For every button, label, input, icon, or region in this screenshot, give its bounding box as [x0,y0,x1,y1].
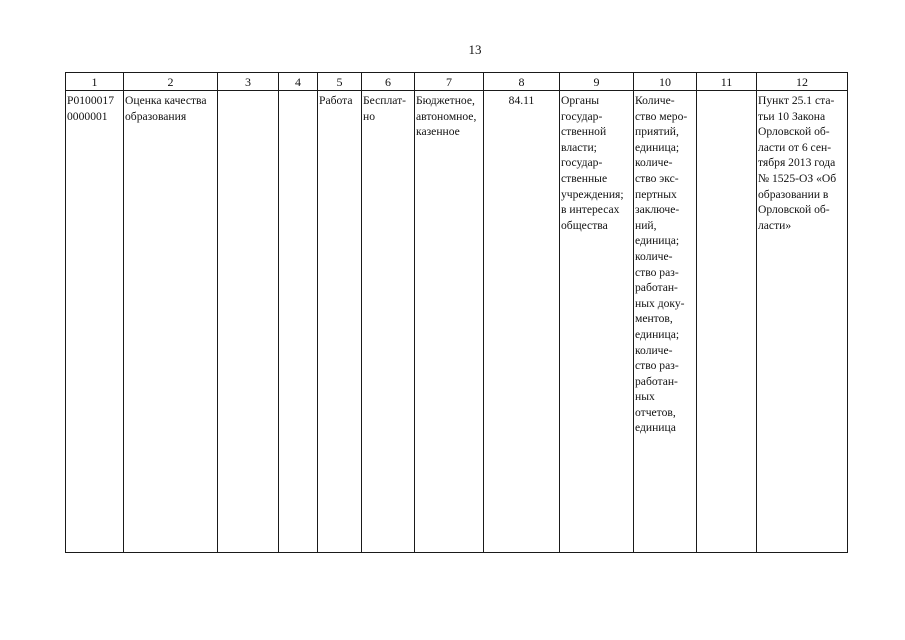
cell-line: Органы [561,94,600,107]
cell-line: количе- [635,249,673,263]
empty-cell-11 [697,91,757,553]
column-number-3: 3 [218,73,279,91]
cell-line: образовании в [758,187,829,201]
column-number-12: 12 [757,73,848,91]
cell-line: ственной [561,125,607,139]
register-code-cell [66,91,124,553]
cell-line: ласти» [758,218,792,232]
cell-line: заключе- [635,203,680,217]
cell-line: ство раз- [635,359,679,373]
cell-line: автономное, [416,109,477,123]
cell-line: количе- [635,343,673,357]
cell-line: ство раз- [635,265,679,279]
cell-line: работан- [635,281,678,295]
column-number-9: 9 [560,73,634,91]
page-number: 13 [468,42,482,57]
cell-line: Р0100017 [67,94,115,107]
cell-line: 84.11 [508,94,535,107]
cell-line: образования [125,109,187,123]
cell-line: работан- [635,374,678,388]
column-number-10: 10 [634,73,697,91]
cell-line: в интересах [561,203,620,217]
consumers-cell [560,91,634,553]
cell-line: ний, [635,218,657,232]
empty-cell-4 [279,91,318,553]
cell-line: № 1525-ОЗ «Об [758,171,837,185]
cell-line: ство экс- [635,171,679,185]
register-table [65,72,848,553]
column-number-2: 2 [124,73,218,91]
cell-line: Бюджетное, [416,94,475,107]
cell-line: ментов, [635,312,673,326]
column-number-1: 1 [66,73,124,91]
cell-line: ласти от 6 сен- [758,140,832,154]
cell-line: общества [561,218,608,232]
cell-line: Количе- [635,94,675,107]
cell-line: ных доку- [635,296,685,310]
header-row [66,73,848,91]
column-number-6: 6 [362,73,415,91]
cell-line: Бесплат- [363,94,407,107]
cell-line: единица; [635,140,680,154]
okved-code-cell [484,91,560,553]
cell-line: ство меро- [635,109,688,123]
service-name-cell [124,91,218,553]
service-type-cell [318,91,362,553]
cell-line: ственные [561,171,608,185]
cell-line: 0000001 [67,109,108,123]
cell-line: Орловской об- [758,125,830,139]
cell-line: единица; [635,234,680,248]
column-number-11: 11 [697,73,757,91]
cell-line: отчетов, [635,405,676,419]
cell-line: приятий, [635,125,679,139]
cell-line: Орловской об- [758,203,830,217]
cell-line: государ- [561,109,603,123]
cell-line: пертных [635,187,677,201]
empty-cell-3 [218,91,279,553]
cell-line: Пункт 25.1 ста- [758,94,835,107]
cell-line: ных [635,390,655,404]
payment-type-cell [362,91,415,553]
cell-line: единица [635,421,676,435]
column-number-4: 4 [279,73,318,91]
column-number-7: 7 [415,73,484,91]
cell-line: учреждения; [561,187,624,201]
cell-line: но [363,109,376,123]
cell-line: единица; [635,327,680,341]
cell-line: казенное [416,125,460,139]
column-number-5: 5 [318,73,362,91]
table-row [66,91,848,553]
cell-line: власти; [561,140,597,154]
institution-type-cell [415,91,484,553]
cell-line: количе- [635,156,673,170]
cell-line: государ- [561,156,603,170]
cell-line: тября 2013 года [758,156,836,170]
cell-line: Работа [319,94,353,107]
column-number-8: 8 [484,73,560,91]
cell-line: Оценка качества [125,94,207,107]
legal-basis-cell [757,91,848,553]
cell-line: тьи 10 Закона [758,109,826,123]
indicators-cell [634,91,697,553]
